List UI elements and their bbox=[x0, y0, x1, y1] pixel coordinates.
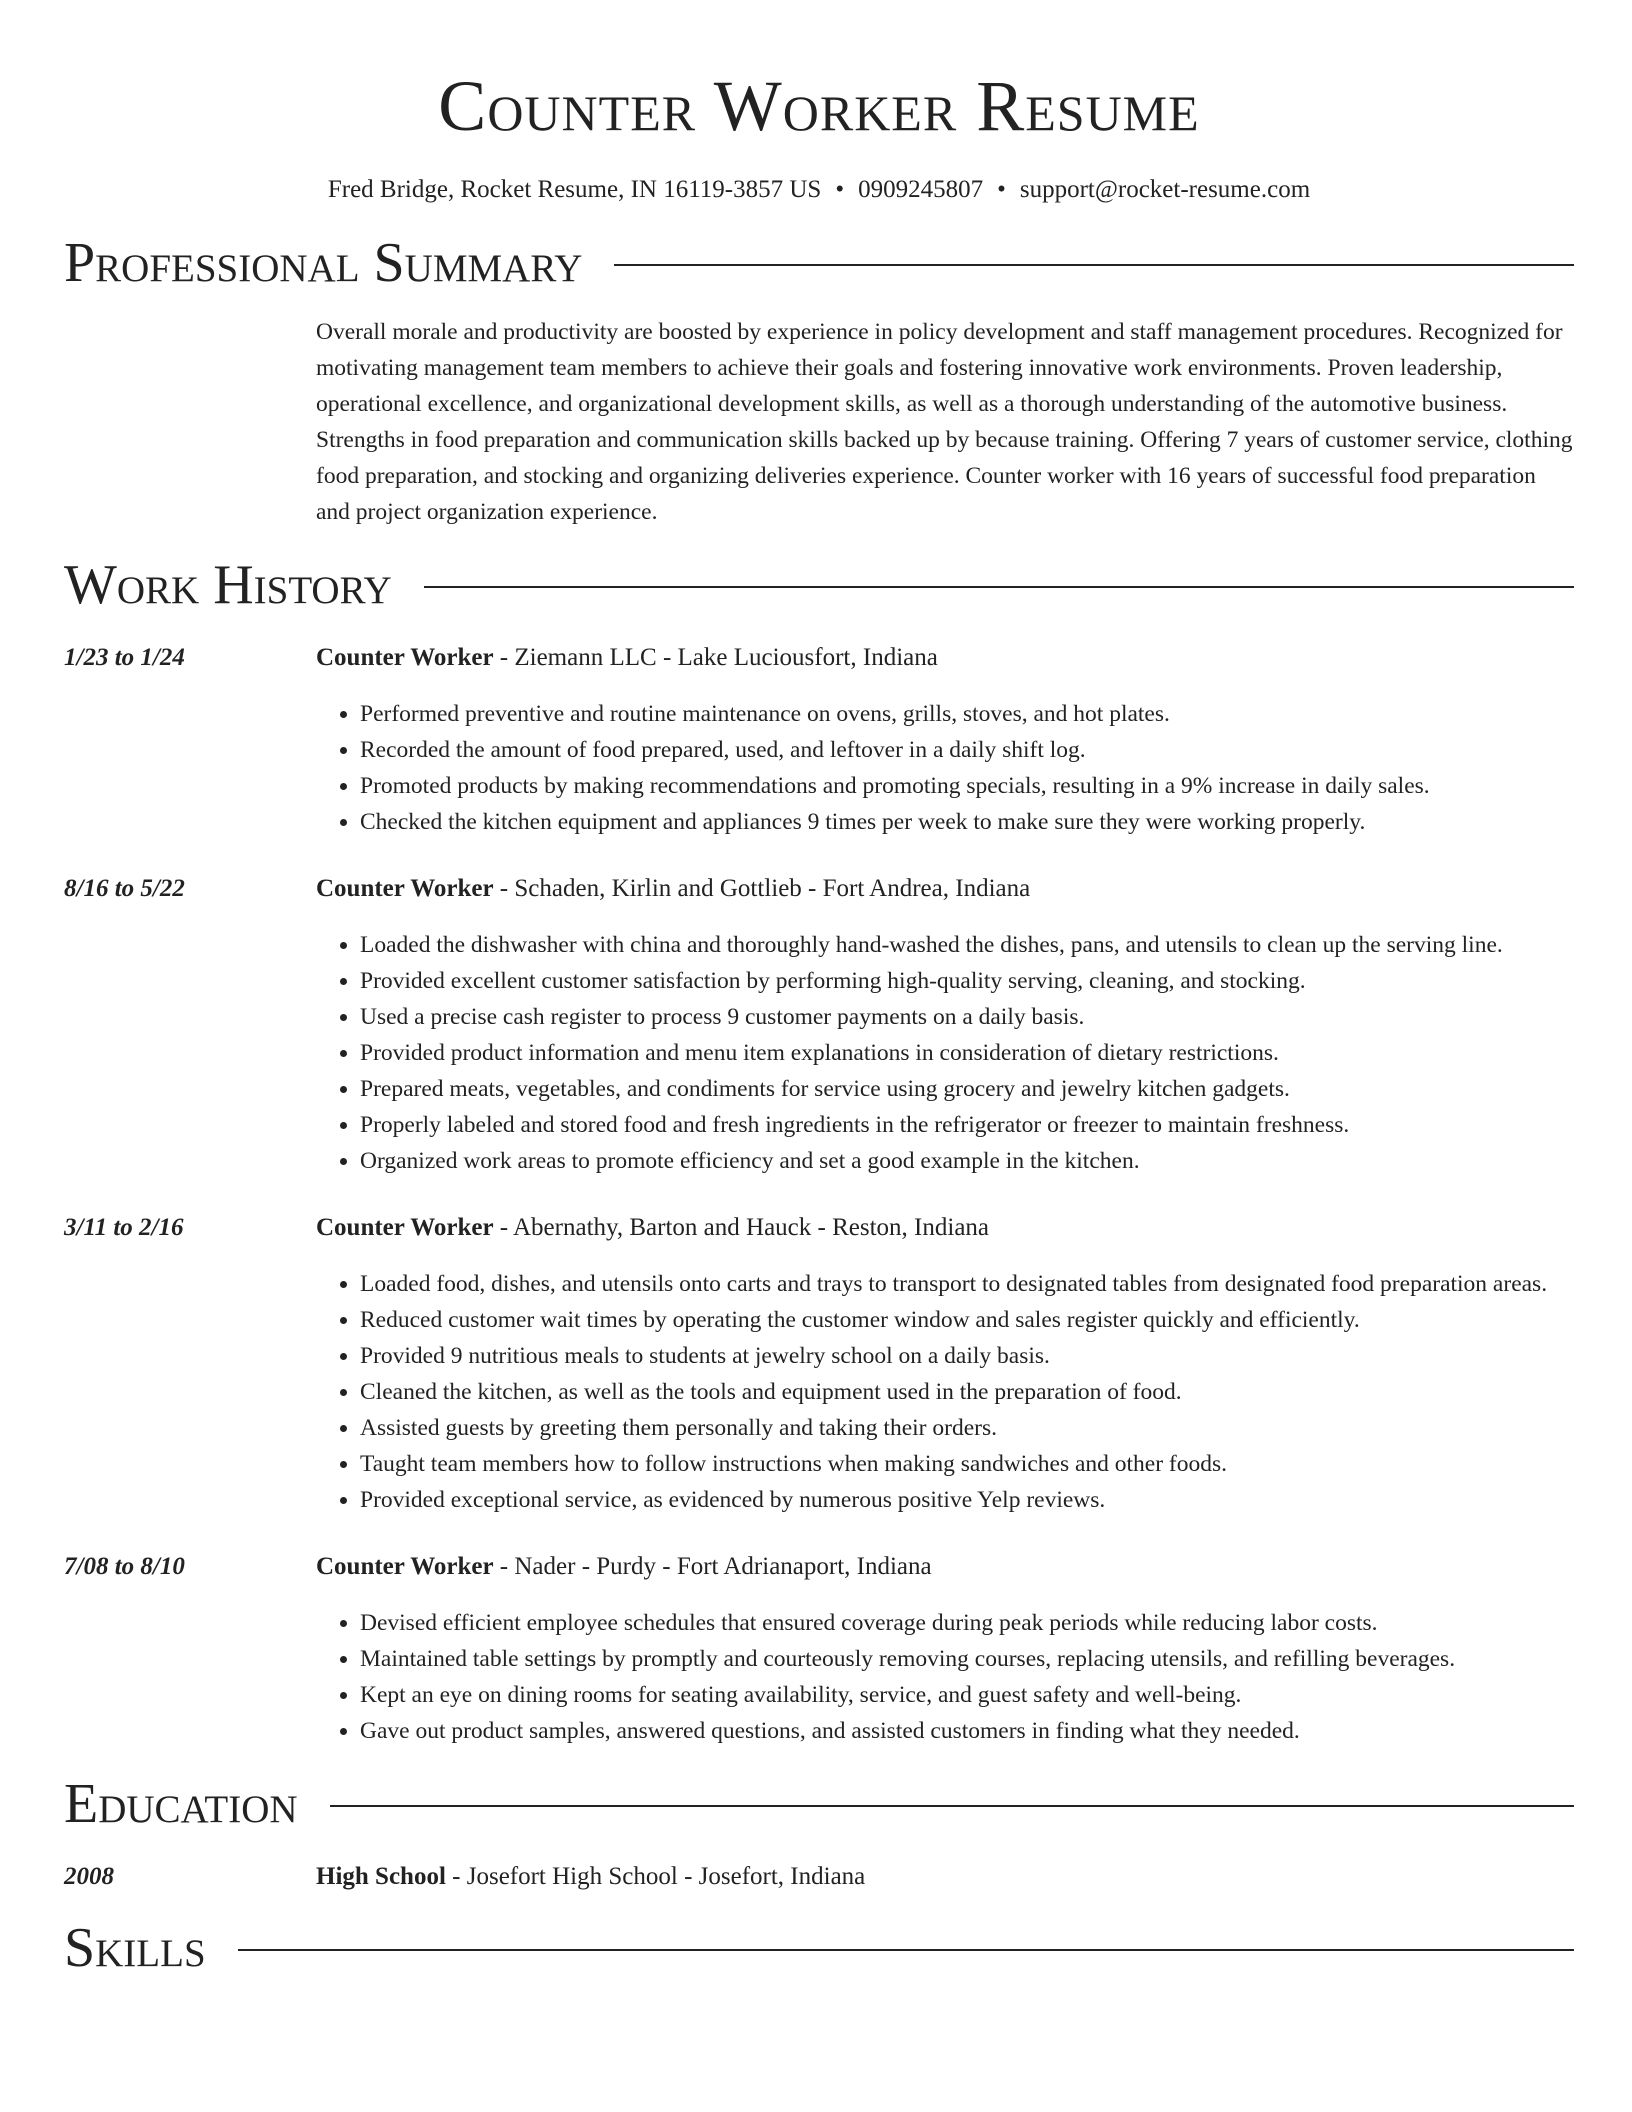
duty-item: • Promoted products by making recommendations and promoting specials, resulting in a 9% increase in daily sales. bbox=[360, 768, 1574, 804]
work-headline bbox=[316, 1551, 1574, 1583]
duty-item: • Recorded the amount of food prepared, used, and leftover in a daily shift log. bbox=[360, 732, 1574, 768]
education-headline bbox=[316, 1861, 1574, 1893]
duty-item: • Reduced customer wait times by operating the customer window and sales register quickly and efficiently. bbox=[360, 1302, 1574, 1338]
duty-item: • Organized work areas to promote efficiency and set a good example in the kitchen. bbox=[360, 1143, 1574, 1179]
duty-item: • Provided exceptional service, as evidenced by numerous positive Yelp reviews. bbox=[360, 1482, 1574, 1518]
job-title: Counter Worker bbox=[316, 1553, 494, 1580]
duty-item: • Devised efficient employee schedules that ensured coverage during peak periods while reducing labor costs. bbox=[360, 1605, 1574, 1641]
duty-item: • Provided excellent customer satisfaction by performing high-quality serving, cleaning, and stocking. bbox=[360, 963, 1574, 999]
contact-separator: • bbox=[835, 176, 845, 203]
work-dates: 7/08 to 8/10 bbox=[64, 1553, 185, 1580]
education-year: 2008 bbox=[64, 1863, 114, 1890]
duty-item: • Provided 9 nutritious meals to students at jewelry school on a daily basis. bbox=[360, 1338, 1574, 1374]
duties-list bbox=[316, 1605, 1574, 1749]
summary-section-header bbox=[64, 230, 1574, 296]
section-divider bbox=[238, 1949, 1574, 1951]
duty-item: • Properly labeled and stored food and fresh ingredients in the refrigerator or freezer to maintain freshness. bbox=[360, 1107, 1574, 1143]
duty-item: • Kept an eye on dining rooms for seating availability, service, and guest safety and well-being. bbox=[360, 1677, 1574, 1713]
work-headline bbox=[316, 1212, 1574, 1244]
resume-page bbox=[64, 0, 1574, 1981]
skills-heading: Skills bbox=[64, 1917, 206, 1979]
duty-item: • Prepared meats, vegetables, and condiments for service using grocery and jewelry kitchen gadgets. bbox=[360, 1071, 1574, 1107]
skills-section-header bbox=[64, 1915, 1574, 1981]
contact-address: Fred Bridge, Rocket Resume, IN 16119-3857 US bbox=[327, 176, 822, 203]
duty-item: • Cleaned the kitchen, as well as the tools and equipment used in the preparation of food. bbox=[360, 1374, 1574, 1410]
contact-email: support@rocket-resume.com bbox=[1019, 176, 1311, 203]
work-heading: Work History bbox=[64, 554, 392, 616]
contact-line bbox=[64, 174, 1574, 206]
contact-phone: 0909245807 bbox=[858, 176, 984, 203]
summary-heading: Professional Summary bbox=[64, 232, 583, 294]
education-entry bbox=[64, 1861, 1574, 1893]
duty-item: • Performed preventive and routine maintenance on ovens, grills, stoves, and hot plates. bbox=[360, 696, 1574, 732]
duties-list bbox=[316, 1266, 1574, 1518]
school-details: - Josefort High School - Josefort, Indiana bbox=[445, 1863, 866, 1890]
employer-details: - Nader - Purdy - Fort Adrianaport, Indiana bbox=[493, 1553, 932, 1580]
work-headline bbox=[316, 873, 1574, 905]
education-section-header bbox=[64, 1771, 1574, 1837]
section-divider bbox=[330, 1805, 1574, 1807]
work-headline bbox=[316, 642, 1574, 674]
job-title: Counter Worker bbox=[316, 1214, 494, 1241]
duty-item: • Maintained table settings by promptly and courteously removing courses, replacing utensils, and refilling beverages. bbox=[360, 1641, 1574, 1677]
degree: High School bbox=[316, 1863, 446, 1890]
work-entry bbox=[64, 873, 1574, 1179]
duties-list bbox=[316, 696, 1574, 840]
duty-item: • Assisted guests by greeting them personally and taking their orders. bbox=[360, 1410, 1574, 1446]
work-section-header bbox=[64, 552, 1574, 618]
employer-details: - Schaden, Kirlin and Gottlieb - Fort Andrea, Indiana bbox=[493, 875, 1031, 902]
work-entry bbox=[64, 642, 1574, 840]
duty-item: • Loaded the dishwasher with china and thoroughly hand-washed the dishes, pans, and utensils to clean up the serving line. bbox=[360, 927, 1574, 963]
duty-item: • Checked the kitchen equipment and appliances 9 times per week to make sure they were working properly. bbox=[360, 804, 1574, 840]
summary-text: Overall morale and productivity are boosted by experience in policy development and staff management procedures. Recognized for motivating management team members to achieve their goals and fostering innovative work environments. Proven leadership, operational excellence, and organizational development skills, as well as a thorough understanding of the automotive business. Strengths in food preparation and communication skills backed up by because training. Offering 7 years of customer service, clothing food preparation, and stocking and organizing deliveries experience. Counter worker with 16 years of successful food preparation and project organization experience. bbox=[316, 319, 1573, 525]
contact-separator: • bbox=[997, 176, 1006, 203]
duty-item: • Loaded food, dishes, and utensils onto carts and trays to transport to designated tables from designated food preparation areas. bbox=[360, 1266, 1574, 1302]
employer-details: - Abernathy, Barton and Hauck - Reston, Indiana bbox=[493, 1214, 990, 1241]
job-title: Counter Worker bbox=[316, 644, 494, 671]
duty-item: • Gave out product samples, answered questions, and assisted customers in finding what they needed. bbox=[360, 1713, 1574, 1749]
duties-list bbox=[316, 927, 1574, 1179]
work-dates: 8/16 to 5/22 bbox=[64, 875, 185, 902]
work-dates: 1/23 to 1/24 bbox=[64, 644, 185, 671]
work-dates: 3/11 to 2/16 bbox=[64, 1214, 184, 1241]
education-heading: Education bbox=[64, 1773, 298, 1835]
duty-item: • Used a precise cash register to process 9 customer payments on a daily basis. bbox=[360, 999, 1574, 1035]
section-divider bbox=[614, 264, 1574, 266]
section-divider bbox=[424, 586, 1574, 588]
duty-item: • Taught team members how to follow instructions when making sandwiches and other foods. bbox=[360, 1446, 1574, 1482]
duty-item: • Provided product information and menu item explanations in consideration of dietary restrictions. bbox=[360, 1035, 1574, 1071]
work-entry bbox=[64, 1212, 1574, 1518]
work-entry bbox=[64, 1551, 1574, 1749]
employer-details: - Ziemann LLC - Lake Luciousfort, Indiana bbox=[493, 644, 938, 671]
page-title: Counter Worker Resume bbox=[438, 66, 1200, 146]
job-title: Counter Worker bbox=[316, 875, 494, 902]
